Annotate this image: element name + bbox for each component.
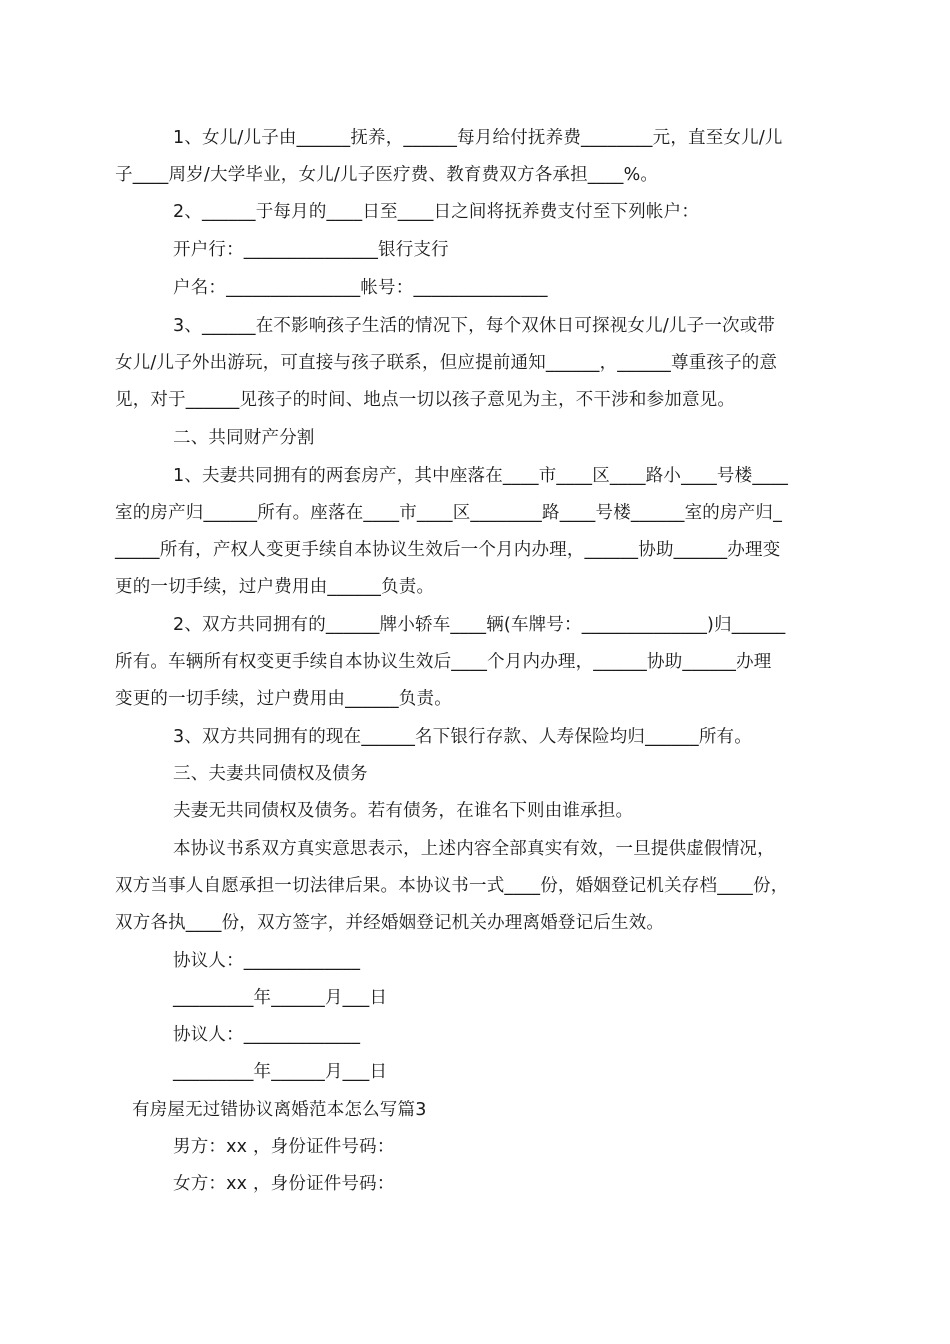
text-line: 子____周岁/大学毕业，女儿/儿子医疗费、教育费双方各承担____%。	[115, 165, 659, 185]
text-line: 双方各执____份，双方签字，并经婚姻登记机关办理离婚登记后生效。	[115, 913, 665, 933]
text-line: 2、双方共同拥有的______牌小轿车____辆(车牌号：______________)归______	[173, 615, 786, 635]
text-line: 双方当事人自愿承担一切法律后果。本协议书一式____份，婚姻登记机关存档____份，	[115, 876, 789, 896]
signature-line: 协议人：_____________	[173, 1025, 361, 1045]
text-line: 3、______在不影响孩子生活的情况下，每个双休日可探视女儿/儿子一次或带	[173, 316, 776, 336]
text-line: 开户行：_______________银行支行	[173, 240, 449, 260]
text-line: 女儿/儿子外出游玩，可直接与孩子联系，但应提前通知______，______尊重孩子的意	[115, 353, 778, 373]
text-line: 3、双方共同拥有的现在______名下银行存款、人寿保险均归______所有。	[173, 727, 752, 747]
party-line: 女方：xx ，身份证件号码：	[173, 1174, 395, 1194]
text-line: 2、______于每月的____日至____日之间将抚养费支付至下列帐户：	[173, 202, 700, 222]
text-line: _____所有，产权人变更手续自本协议生效后一个月内办理，______协助______办理变	[115, 540, 781, 560]
text-line: 变更的一切手续，过户费用由______负责。	[115, 689, 452, 709]
signature-line: 协议人：_____________	[173, 951, 361, 971]
text-line: 1、夫妻共同拥有的两套房产，其中座落在____市____区____路小____号楼____	[173, 466, 789, 486]
date-line: _________年______月___日	[173, 988, 388, 1008]
section-heading: 三、夫妻共同债权及债务	[173, 764, 368, 784]
section-title: 有房屋无过错协议离婚范本怎么写篇3	[132, 1100, 427, 1120]
text-line: 所有。车辆所有权变更手续自本协议生效后____个月内办理，______协助______办理	[115, 652, 772, 672]
date-line: _________年______月___日	[173, 1062, 388, 1082]
text-line: 户名：_______________帐号：_______________	[173, 278, 548, 298]
text-line: 本协议书系双方真实意思表示，上述内容全部真实有效，一旦提供虚假情况，	[173, 839, 775, 859]
text-line: 见，对于______见孩子的时间、地点一切以孩子意见为主，不干涉和参加意见。	[115, 390, 736, 410]
party-line: 男方：xx ，身份证件号码：	[173, 1137, 395, 1157]
text-line: 夫妻无共同债权及债务。若有债务，在谁名下则由谁承担。	[173, 801, 634, 821]
section-heading: 二、共同财产分割	[173, 428, 315, 448]
text-line: 更的一切手续，过户费用由______负责。	[115, 577, 435, 597]
text-line: 室的房产归______所有。座落在____市____区________路____号楼______室的房产归_	[115, 503, 783, 523]
text-line: 1、女儿/儿子由______抚养，______每月给付抚养费________元，直至女儿/儿	[173, 128, 783, 148]
